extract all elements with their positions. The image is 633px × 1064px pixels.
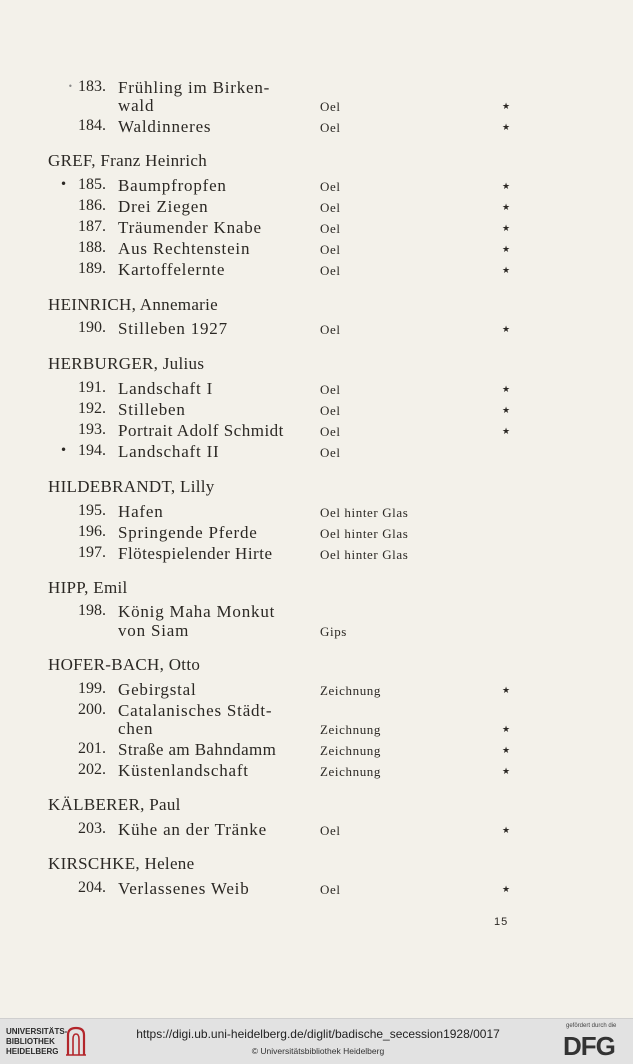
entry-title: Stilleben bbox=[118, 400, 186, 419]
catalogue-entry bbox=[0, 78, 633, 98]
artist-heading: HEINRICH, Annemarie bbox=[48, 295, 218, 314]
entry-number: 187. bbox=[78, 218, 106, 235]
catalogue-entry bbox=[0, 879, 633, 899]
entry-number: 200. bbox=[78, 701, 106, 718]
star-mark: ★ bbox=[502, 203, 511, 213]
entry-number: 186. bbox=[78, 197, 106, 214]
entry-title: Frühling im Birken- bbox=[118, 78, 271, 97]
entry-title: Stilleben 1927 bbox=[118, 319, 228, 338]
catalogue-entry bbox=[0, 260, 633, 280]
star-mark: ★ bbox=[502, 385, 511, 395]
artist-heading: KÄLBERER, Paul bbox=[48, 795, 181, 814]
entry-number: 201. bbox=[78, 740, 106, 757]
entry-title-continued: wald bbox=[118, 96, 155, 115]
entry-medium: Oel bbox=[320, 403, 341, 418]
entry-number: 199. bbox=[78, 680, 106, 697]
catalogue-entry bbox=[0, 239, 633, 259]
entry-number: 197. bbox=[78, 544, 106, 561]
entry-title: König Maha Monkut bbox=[118, 602, 276, 621]
logo-line: HEIDELBERG bbox=[6, 1047, 59, 1056]
logo-line: BIBLIOTHEK bbox=[6, 1037, 55, 1046]
entry-title: Flötespielender Hirte bbox=[118, 544, 273, 563]
bullet-mark: • bbox=[60, 177, 68, 191]
entry-number: 204. bbox=[78, 879, 106, 896]
star-mark: ★ bbox=[502, 182, 511, 192]
entry-number: 191. bbox=[78, 379, 106, 396]
entry-number: 203. bbox=[78, 820, 106, 837]
entry-medium: Oel bbox=[320, 382, 341, 397]
bullet-mark: • bbox=[68, 82, 73, 91]
star-mark: ★ bbox=[502, 102, 511, 112]
entry-medium: Oel bbox=[320, 120, 341, 135]
artist-heading: HIPP, Emil bbox=[48, 578, 128, 597]
entry-medium: Zeichnung bbox=[320, 722, 381, 737]
star-mark: ★ bbox=[502, 427, 511, 437]
entry-number: 193. bbox=[78, 421, 106, 438]
catalogue-entry bbox=[0, 421, 633, 441]
catalogue-entry bbox=[0, 218, 633, 238]
entry-number: 198. bbox=[78, 602, 106, 619]
library-seal-icon bbox=[64, 1025, 88, 1057]
artist-heading: KIRSCHKE, Helene bbox=[48, 854, 195, 873]
star-mark: ★ bbox=[502, 123, 511, 133]
catalogue-entry bbox=[0, 680, 633, 700]
entry-medium: Gips bbox=[320, 624, 347, 639]
entry-number: 196. bbox=[78, 523, 106, 540]
entry-number: 189. bbox=[78, 260, 106, 277]
catalogue-entry bbox=[0, 701, 633, 721]
star-mark: ★ bbox=[502, 826, 511, 836]
entry-title: Straße am Bahndamm bbox=[118, 740, 277, 759]
entry-title: Landschaft II bbox=[118, 442, 220, 461]
entry-number: 183. bbox=[78, 78, 106, 95]
entry-title: Hafen bbox=[118, 502, 164, 521]
catalogue-entry bbox=[0, 502, 633, 522]
entry-title: Küstenlandschaft bbox=[118, 761, 249, 780]
entry-number: 188. bbox=[78, 239, 106, 256]
catalogue-entry bbox=[0, 523, 633, 543]
entry-title: Landschaft I bbox=[118, 379, 214, 398]
entry-title-continued: chen bbox=[118, 719, 154, 738]
entry-number: 184. bbox=[78, 117, 106, 134]
entry-medium: Zeichnung bbox=[320, 743, 381, 758]
star-mark: ★ bbox=[502, 325, 511, 335]
star-mark: ★ bbox=[502, 266, 511, 276]
bullet-mark: • bbox=[60, 443, 68, 457]
copyright-text: © Universitätsbibliothek Heidelberg bbox=[251, 1046, 385, 1056]
entry-medium: Oel hinter Glas bbox=[320, 505, 409, 520]
catalogue-entry bbox=[0, 400, 633, 420]
entry-title: Drei Ziegen bbox=[118, 197, 209, 216]
entry-title: Träumender Knabe bbox=[118, 218, 262, 237]
entry-medium: Oel bbox=[320, 263, 341, 278]
catalogue-entry bbox=[0, 602, 633, 622]
entry-title: Waldinneres bbox=[118, 117, 212, 136]
entry-title: Springende Pferde bbox=[118, 523, 258, 542]
entry-title: Aus Rechtenstein bbox=[118, 239, 251, 258]
star-mark: ★ bbox=[502, 885, 511, 895]
star-mark: ★ bbox=[502, 245, 511, 255]
entry-number: 190. bbox=[78, 319, 106, 336]
entry-title: Kartoffelernte bbox=[118, 260, 226, 279]
library-logo[interactable] bbox=[6, 1027, 67, 1057]
star-mark: ★ bbox=[502, 725, 511, 735]
entry-medium: Oel bbox=[320, 823, 341, 838]
entry-medium: Zeichnung bbox=[320, 764, 381, 779]
page-number: 15 bbox=[494, 916, 509, 928]
artist-heading: GREF, Franz Heinrich bbox=[48, 151, 208, 170]
entry-number: 192. bbox=[78, 400, 106, 417]
entry-number: 202. bbox=[78, 761, 106, 778]
entry-medium: Oel bbox=[320, 882, 341, 897]
dfg-logo[interactable]: DFG bbox=[563, 1031, 615, 1061]
entry-title: Gebirgstal bbox=[118, 680, 197, 699]
star-mark: ★ bbox=[502, 406, 511, 416]
viewer-footer bbox=[0, 1018, 633, 1064]
entry-number: 195. bbox=[78, 502, 106, 519]
entry-medium: Zeichnung bbox=[320, 683, 381, 698]
catalogue-entry bbox=[0, 544, 633, 564]
star-mark: ★ bbox=[502, 224, 511, 234]
document-url-link[interactable]: https://digi.ub.uni-heidelberg.de/diglit/badische_secession1928/0017 bbox=[136, 1027, 500, 1041]
entry-title: Kühe an der Tränke bbox=[118, 820, 267, 839]
catalogue-entry bbox=[0, 319, 633, 339]
catalogue-entry bbox=[0, 820, 633, 840]
entry-title-continued: von Siam bbox=[118, 621, 190, 640]
catalogue-entry-continuation bbox=[0, 621, 633, 641]
entry-medium: Oel bbox=[320, 200, 341, 215]
entry-medium: Oel bbox=[320, 424, 341, 439]
entry-medium: Oel bbox=[320, 179, 341, 194]
star-mark: ★ bbox=[502, 686, 511, 696]
catalogue-entry-continuation bbox=[0, 719, 633, 739]
catalogue-entry bbox=[0, 761, 633, 781]
entry-medium: Oel hinter Glas bbox=[320, 526, 409, 541]
catalogue-entry bbox=[0, 197, 633, 217]
entry-medium: Oel bbox=[320, 445, 341, 460]
catalogue-entry-continuation bbox=[0, 96, 633, 116]
entry-title: Verlassenes Weib bbox=[118, 879, 250, 898]
logo-line: UNIVERSITÄTS- bbox=[6, 1027, 68, 1036]
catalogue-entry bbox=[0, 442, 633, 462]
catalogue-entry bbox=[0, 740, 633, 760]
entry-title: Baumpfropfen bbox=[118, 176, 227, 195]
entry-medium: Oel hinter Glas bbox=[320, 547, 409, 562]
funded-by-label: gefördert durch die bbox=[566, 1023, 617, 1029]
artist-heading: HOFER-BACH, Otto bbox=[48, 655, 201, 674]
entry-medium: Oel bbox=[320, 221, 341, 236]
star-mark: ★ bbox=[502, 746, 511, 756]
entry-medium: Oel bbox=[320, 99, 341, 114]
entry-medium: Oel bbox=[320, 242, 341, 257]
artist-heading: HERBURGER, Julius bbox=[48, 354, 205, 373]
entry-number: 194. bbox=[78, 442, 106, 459]
catalogue-entry bbox=[0, 176, 633, 196]
entry-title: Catalanisches Städt- bbox=[118, 701, 273, 720]
artist-heading: HILDEBRANDT, Lilly bbox=[48, 477, 215, 496]
entry-number: 185. bbox=[78, 176, 106, 193]
entry-medium: Oel bbox=[320, 322, 341, 337]
catalogue-entry bbox=[0, 379, 633, 399]
star-mark: ★ bbox=[502, 767, 511, 777]
entry-title: Portrait Adolf Schmidt bbox=[118, 421, 284, 440]
catalogue-entry bbox=[0, 117, 633, 137]
